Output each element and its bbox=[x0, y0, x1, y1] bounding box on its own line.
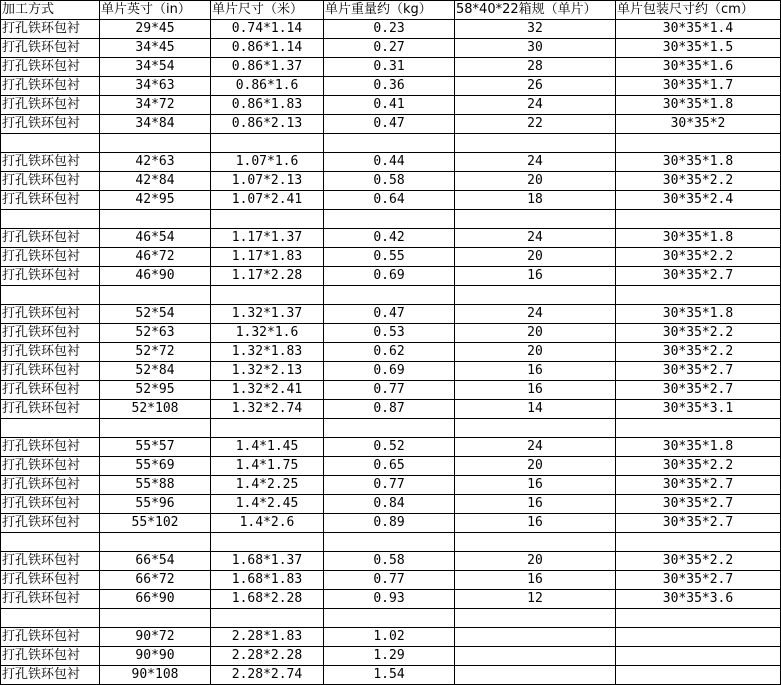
table-row bbox=[1, 153, 781, 172]
cell-package[interactable]: 30*35*2.7 bbox=[616, 381, 781, 400]
cell-weight[interactable]: 0.65 bbox=[324, 457, 455, 476]
cell-size-in[interactable]: 52*63 bbox=[100, 324, 211, 343]
cell-process[interactable] bbox=[1, 286, 100, 305]
cell-carton[interactable]: 20 bbox=[455, 552, 616, 571]
cell-package[interactable]: 30*35*2.7 bbox=[616, 476, 781, 495]
cell-process[interactable]: 打孔铁环包衬 bbox=[1, 590, 100, 609]
cell-weight[interactable] bbox=[324, 134, 455, 153]
table-row bbox=[1, 362, 781, 381]
table-row bbox=[1, 400, 781, 419]
cell-weight[interactable]: 0.77 bbox=[324, 571, 455, 590]
cell-process[interactable]: 打孔铁环包衬 bbox=[1, 438, 100, 457]
cell-size-in[interactable]: 66*72 bbox=[100, 571, 211, 590]
cell-size-in[interactable]: 66*54 bbox=[100, 552, 211, 571]
cell-package[interactable]: 30*35*2.7 bbox=[616, 362, 781, 381]
cell-weight[interactable]: 0.47 bbox=[324, 305, 455, 324]
cell-size-m[interactable]: 1.17*1.83 bbox=[211, 248, 324, 267]
cell-size-m[interactable] bbox=[211, 419, 324, 438]
cell-process[interactable]: 打孔铁环包衬 bbox=[1, 267, 100, 286]
cell-process[interactable]: 打孔铁环包衬 bbox=[1, 647, 100, 666]
cell-process[interactable]: 打孔铁环包衬 bbox=[1, 305, 100, 324]
cell-size-m[interactable] bbox=[211, 210, 324, 229]
cell-package[interactable] bbox=[616, 647, 781, 666]
cell-weight[interactable]: 0.41 bbox=[324, 96, 455, 115]
cell-package[interactable] bbox=[616, 286, 781, 305]
table-row bbox=[1, 77, 781, 96]
cell-weight[interactable]: 0.23 bbox=[324, 20, 455, 39]
table-row bbox=[1, 438, 781, 457]
header-cell-carton[interactable]: 58*40*22箱规（单片） bbox=[455, 1, 616, 20]
cell-size-m[interactable]: 2.28*2.28 bbox=[211, 647, 324, 666]
spacer-row bbox=[1, 533, 781, 552]
cell-size-in[interactable]: 55*88 bbox=[100, 476, 211, 495]
cell-carton[interactable] bbox=[455, 533, 616, 552]
cell-process[interactable]: 打孔铁环包衬 bbox=[1, 39, 100, 58]
cell-size-m[interactable]: 0.86*2.13 bbox=[211, 115, 324, 134]
cell-size-in[interactable]: 42*84 bbox=[100, 172, 211, 191]
cell-carton[interactable] bbox=[455, 666, 616, 685]
cell-package[interactable]: 30*35*1.6 bbox=[616, 58, 781, 77]
cell-carton[interactable]: 20 bbox=[455, 343, 616, 362]
cell-package[interactable]: 30*35*1.5 bbox=[616, 39, 781, 58]
cell-carton[interactable]: 16 bbox=[455, 495, 616, 514]
table-row bbox=[1, 172, 781, 191]
cell-carton[interactable]: 28 bbox=[455, 58, 616, 77]
cell-process[interactable]: 打孔铁环包衬 bbox=[1, 381, 100, 400]
cell-size-m[interactable]: 1.4*1.45 bbox=[211, 438, 324, 457]
cell-size-m[interactable]: 2.28*1.83 bbox=[211, 628, 324, 647]
cell-package[interactable] bbox=[616, 628, 781, 647]
cell-weight[interactable]: 0.77 bbox=[324, 381, 455, 400]
cell-size-in[interactable]: 55*57 bbox=[100, 438, 211, 457]
cell-carton[interactable]: 16 bbox=[455, 267, 616, 286]
cell-package[interactable]: 30*35*2.2 bbox=[616, 343, 781, 362]
cell-process[interactable]: 打孔铁环包衬 bbox=[1, 96, 100, 115]
cell-size-in[interactable]: 46*54 bbox=[100, 229, 211, 248]
cell-package[interactable]: 30*35*1.8 bbox=[616, 96, 781, 115]
cell-package[interactable] bbox=[616, 210, 781, 229]
cell-size-in[interactable]: 52*95 bbox=[100, 381, 211, 400]
table-row bbox=[1, 248, 781, 267]
cell-size-in[interactable]: 66*90 bbox=[100, 590, 211, 609]
cell-weight[interactable]: 0.47 bbox=[324, 115, 455, 134]
cell-weight[interactable]: 0.36 bbox=[324, 77, 455, 96]
cell-package[interactable] bbox=[616, 609, 781, 628]
cell-process[interactable]: 打孔铁环包衬 bbox=[1, 324, 100, 343]
cell-weight[interactable]: 0.69 bbox=[324, 362, 455, 381]
cell-size-in[interactable]: 55*69 bbox=[100, 457, 211, 476]
cell-size-m[interactable]: 1.4*2.45 bbox=[211, 495, 324, 514]
table-row bbox=[1, 229, 781, 248]
cell-size-in[interactable]: 34*45 bbox=[100, 39, 211, 58]
cell-size-in[interactable]: 90*90 bbox=[100, 647, 211, 666]
cell-weight[interactable]: 0.77 bbox=[324, 476, 455, 495]
cell-weight[interactable]: 0.89 bbox=[324, 514, 455, 533]
cell-carton[interactable]: 22 bbox=[455, 115, 616, 134]
cell-size-m[interactable]: 1.68*1.37 bbox=[211, 552, 324, 571]
cell-size-m[interactable]: 1.32*1.83 bbox=[211, 343, 324, 362]
cell-size-m[interactable]: 1.17*2.28 bbox=[211, 267, 324, 286]
cell-weight[interactable]: 0.52 bbox=[324, 438, 455, 457]
cell-size-m[interactable] bbox=[211, 609, 324, 628]
cell-size-in[interactable]: 42*95 bbox=[100, 191, 211, 210]
header-cell-process[interactable]: 加工方式 bbox=[1, 1, 100, 20]
cell-size-in[interactable] bbox=[100, 210, 211, 229]
cell-carton[interactable]: 24 bbox=[455, 153, 616, 172]
header-cell-package[interactable]: 单片包装尺寸约（cm） bbox=[616, 1, 781, 20]
cell-carton[interactable]: 16 bbox=[455, 381, 616, 400]
table-row bbox=[1, 115, 781, 134]
cell-size-in[interactable]: 90*72 bbox=[100, 628, 211, 647]
cell-package[interactable]: 30*35*3.1 bbox=[616, 400, 781, 419]
cell-package[interactable]: 30*35*2.7 bbox=[616, 495, 781, 514]
cell-carton[interactable] bbox=[455, 647, 616, 666]
cell-weight[interactable]: 0.27 bbox=[324, 39, 455, 58]
cell-process[interactable]: 打孔铁环包衬 bbox=[1, 191, 100, 210]
cell-size-in[interactable]: 55*102 bbox=[100, 514, 211, 533]
cell-weight[interactable] bbox=[324, 533, 455, 552]
cell-size-m[interactable]: 1.32*1.37 bbox=[211, 305, 324, 324]
cell-process[interactable]: 打孔铁环包衬 bbox=[1, 571, 100, 590]
cell-size-in[interactable] bbox=[100, 533, 211, 552]
cell-carton[interactable] bbox=[455, 628, 616, 647]
cell-carton[interactable] bbox=[455, 609, 616, 628]
cell-size-m[interactable]: 0.86*1.6 bbox=[211, 77, 324, 96]
cell-package[interactable]: 30*35*2.7 bbox=[616, 571, 781, 590]
table-row bbox=[1, 476, 781, 495]
cell-weight[interactable]: 1.02 bbox=[324, 628, 455, 647]
cell-size-in[interactable]: 90*108 bbox=[100, 666, 211, 685]
cell-process[interactable] bbox=[1, 609, 100, 628]
cell-package[interactable]: 30*35*2.2 bbox=[616, 552, 781, 571]
cell-package[interactable]: 30*35*2.4 bbox=[616, 191, 781, 210]
cell-weight[interactable]: 0.62 bbox=[324, 343, 455, 362]
cell-size-m[interactable]: 1.32*2.41 bbox=[211, 381, 324, 400]
cell-process[interactable]: 打孔铁环包衬 bbox=[1, 514, 100, 533]
table-row bbox=[1, 191, 781, 210]
cell-size-in[interactable]: 34*63 bbox=[100, 77, 211, 96]
cell-size-m[interactable]: 1.4*2.6 bbox=[211, 514, 324, 533]
cell-size-m[interactable] bbox=[211, 286, 324, 305]
cell-weight[interactable]: 0.87 bbox=[324, 400, 455, 419]
cell-carton[interactable]: 20 bbox=[455, 324, 616, 343]
cell-size-in[interactable] bbox=[100, 134, 211, 153]
cell-process[interactable]: 打孔铁环包衬 bbox=[1, 115, 100, 134]
spacer-row bbox=[1, 210, 781, 229]
cell-size-in[interactable]: 52*72 bbox=[100, 343, 211, 362]
cell-weight[interactable]: 0.64 bbox=[324, 191, 455, 210]
cell-weight[interactable]: 0.44 bbox=[324, 153, 455, 172]
cell-size-in[interactable]: 52*54 bbox=[100, 305, 211, 324]
cell-process[interactable]: 打孔铁环包衬 bbox=[1, 362, 100, 381]
table-row bbox=[1, 666, 781, 685]
header-row bbox=[1, 1, 781, 20]
table-row bbox=[1, 552, 781, 571]
cell-package[interactable]: 30*35*2.2 bbox=[616, 457, 781, 476]
cell-process[interactable]: 打孔铁环包衬 bbox=[1, 495, 100, 514]
cell-carton[interactable]: 24 bbox=[455, 229, 616, 248]
cell-carton[interactable]: 14 bbox=[455, 400, 616, 419]
table-row bbox=[1, 96, 781, 115]
header-cell-size-in[interactable]: 单片英寸（in） bbox=[100, 1, 211, 20]
cell-carton[interactable]: 16 bbox=[455, 362, 616, 381]
table-row bbox=[1, 39, 781, 58]
cell-process[interactable]: 打孔铁环包衬 bbox=[1, 476, 100, 495]
table-row bbox=[1, 324, 781, 343]
cell-process[interactable]: 打孔铁环包衬 bbox=[1, 58, 100, 77]
cell-size-in[interactable] bbox=[100, 419, 211, 438]
cell-process[interactable]: 打孔铁环包衬 bbox=[1, 666, 100, 685]
cell-weight[interactable]: 0.93 bbox=[324, 590, 455, 609]
cell-package[interactable]: 30*35*1.4 bbox=[616, 20, 781, 39]
cell-package[interactable]: 30*35*2 bbox=[616, 115, 781, 134]
cell-weight[interactable]: 0.58 bbox=[324, 552, 455, 571]
cell-weight[interactable] bbox=[324, 609, 455, 628]
cell-size-m[interactable]: 1.68*2.28 bbox=[211, 590, 324, 609]
cell-weight[interactable]: 0.84 bbox=[324, 495, 455, 514]
cell-process[interactable] bbox=[1, 210, 100, 229]
cell-carton[interactable]: 16 bbox=[455, 476, 616, 495]
cell-size-m[interactable]: 1.07*2.13 bbox=[211, 172, 324, 191]
cell-carton[interactable]: 24 bbox=[455, 96, 616, 115]
table-row bbox=[1, 58, 781, 77]
table-row bbox=[1, 628, 781, 647]
cell-size-in[interactable]: 29*45 bbox=[100, 20, 211, 39]
cell-size-m[interactable]: 1.68*1.83 bbox=[211, 571, 324, 590]
cell-carton[interactable]: 16 bbox=[455, 571, 616, 590]
cell-carton[interactable]: 26 bbox=[455, 77, 616, 96]
cell-package[interactable]: 30*35*2.2 bbox=[616, 324, 781, 343]
cell-size-in[interactable] bbox=[100, 286, 211, 305]
cell-package[interactable]: 30*35*3.6 bbox=[616, 590, 781, 609]
cell-process[interactable]: 打孔铁环包衬 bbox=[1, 457, 100, 476]
cell-size-m[interactable]: 1.07*2.41 bbox=[211, 191, 324, 210]
cell-carton[interactable]: 24 bbox=[455, 438, 616, 457]
cell-package[interactable]: 30*35*2.2 bbox=[616, 248, 781, 267]
cell-size-in[interactable]: 34*84 bbox=[100, 115, 211, 134]
cell-process[interactable]: 打孔铁环包衬 bbox=[1, 153, 100, 172]
cell-size-m[interactable]: 0.86*1.37 bbox=[211, 58, 324, 77]
table-row bbox=[1, 305, 781, 324]
cell-carton[interactable]: 18 bbox=[455, 191, 616, 210]
cell-process[interactable]: 打孔铁环包衬 bbox=[1, 248, 100, 267]
cell-size-m[interactable]: 2.28*2.74 bbox=[211, 666, 324, 685]
cell-package[interactable]: 30*35*1.8 bbox=[616, 153, 781, 172]
cell-size-in[interactable]: 46*90 bbox=[100, 267, 211, 286]
cell-weight[interactable] bbox=[324, 419, 455, 438]
cell-process[interactable]: 打孔铁环包衬 bbox=[1, 400, 100, 419]
cell-process[interactable]: 打孔铁环包衬 bbox=[1, 20, 100, 39]
table-row bbox=[1, 381, 781, 400]
cell-package[interactable]: 30*35*1.8 bbox=[616, 229, 781, 248]
cell-package[interactable]: 30*35*1.7 bbox=[616, 77, 781, 96]
spacer-row bbox=[1, 134, 781, 153]
cell-size-m[interactable]: 0.74*1.14 bbox=[211, 20, 324, 39]
cell-package[interactable]: 30*35*2.7 bbox=[616, 267, 781, 286]
cell-size-m[interactable]: 1.07*1.6 bbox=[211, 153, 324, 172]
cell-carton[interactable]: 16 bbox=[455, 514, 616, 533]
cell-process[interactable]: 打孔铁环包衬 bbox=[1, 552, 100, 571]
table-row bbox=[1, 495, 781, 514]
table-row bbox=[1, 267, 781, 286]
cell-carton[interactable] bbox=[455, 134, 616, 153]
cell-size-in[interactable]: 55*96 bbox=[100, 495, 211, 514]
cell-process[interactable]: 打孔铁环包衬 bbox=[1, 172, 100, 191]
cell-carton[interactable]: 24 bbox=[455, 305, 616, 324]
table-row bbox=[1, 647, 781, 666]
cell-carton[interactable]: 20 bbox=[455, 457, 616, 476]
cell-process[interactable]: 打孔铁环包衬 bbox=[1, 229, 100, 248]
cell-process[interactable] bbox=[1, 419, 100, 438]
cell-process[interactable]: 打孔铁环包衬 bbox=[1, 77, 100, 96]
table-row bbox=[1, 20, 781, 39]
cell-weight[interactable]: 0.31 bbox=[324, 58, 455, 77]
spacer-row bbox=[1, 286, 781, 305]
table-row bbox=[1, 343, 781, 362]
cell-package[interactable] bbox=[616, 666, 781, 685]
header-cell-weight[interactable]: 单片重量约（kg） bbox=[324, 1, 455, 20]
cell-package[interactable] bbox=[616, 533, 781, 552]
cell-package[interactable] bbox=[616, 134, 781, 153]
table-row bbox=[1, 571, 781, 590]
cell-carton[interactable]: 30 bbox=[455, 39, 616, 58]
table-row bbox=[1, 514, 781, 533]
cell-process[interactable]: 打孔铁环包衬 bbox=[1, 628, 100, 647]
cell-weight[interactable]: 0.69 bbox=[324, 267, 455, 286]
cell-size-in[interactable]: 42*63 bbox=[100, 153, 211, 172]
cell-carton[interactable]: 20 bbox=[455, 172, 616, 191]
spec-table-body bbox=[1, 1, 781, 685]
cell-weight[interactable]: 0.55 bbox=[324, 248, 455, 267]
cell-carton[interactable] bbox=[455, 419, 616, 438]
cell-carton[interactable] bbox=[455, 286, 616, 305]
cell-carton[interactable]: 32 bbox=[455, 20, 616, 39]
cell-package[interactable]: 30*35*2.7 bbox=[616, 514, 781, 533]
cell-package[interactable]: 30*35*1.8 bbox=[616, 438, 781, 457]
cell-size-m[interactable]: 1.4*1.75 bbox=[211, 457, 324, 476]
cell-process[interactable]: 打孔铁环包衬 bbox=[1, 343, 100, 362]
header-cell-size-m[interactable]: 单片尺寸（米） bbox=[211, 1, 324, 20]
cell-size-m[interactable]: 1.4*2.25 bbox=[211, 476, 324, 495]
cell-weight[interactable] bbox=[324, 210, 455, 229]
cell-size-in[interactable]: 52*84 bbox=[100, 362, 211, 381]
cell-size-in[interactable]: 34*72 bbox=[100, 96, 211, 115]
table-row bbox=[1, 457, 781, 476]
spacer-row bbox=[1, 419, 781, 438]
cell-carton[interactable] bbox=[455, 210, 616, 229]
cell-size-m[interactable]: 1.32*1.6 bbox=[211, 324, 324, 343]
cell-size-m[interactable]: 1.32*2.74 bbox=[211, 400, 324, 419]
cell-size-in[interactable] bbox=[100, 609, 211, 628]
cell-package[interactable]: 30*35*1.8 bbox=[616, 305, 781, 324]
cell-carton[interactable]: 12 bbox=[455, 590, 616, 609]
cell-package[interactable]: 30*35*2.2 bbox=[616, 172, 781, 191]
cell-size-m[interactable]: 0.86*1.14 bbox=[211, 39, 324, 58]
cell-process[interactable] bbox=[1, 134, 100, 153]
cell-size-in[interactable]: 34*54 bbox=[100, 58, 211, 77]
cell-process[interactable] bbox=[1, 533, 100, 552]
cell-weight[interactable] bbox=[324, 286, 455, 305]
cell-weight[interactable]: 0.58 bbox=[324, 172, 455, 191]
cell-package[interactable] bbox=[616, 419, 781, 438]
cell-size-m[interactable]: 0.86*1.83 bbox=[211, 96, 324, 115]
cell-weight[interactable]: 0.42 bbox=[324, 229, 455, 248]
cell-size-m[interactable]: 1.32*2.13 bbox=[211, 362, 324, 381]
cell-weight[interactable]: 1.29 bbox=[324, 647, 455, 666]
table-row bbox=[1, 590, 781, 609]
cell-weight[interactable]: 1.54 bbox=[324, 666, 455, 685]
cell-size-m[interactable] bbox=[211, 533, 324, 552]
cell-size-in[interactable]: 52*108 bbox=[100, 400, 211, 419]
cell-carton[interactable]: 20 bbox=[455, 248, 616, 267]
cell-size-m[interactable]: 1.17*1.37 bbox=[211, 229, 324, 248]
spacer-row bbox=[1, 609, 781, 628]
cell-size-m[interactable] bbox=[211, 134, 324, 153]
cell-size-in[interactable]: 46*72 bbox=[100, 248, 211, 267]
cell-weight[interactable]: 0.53 bbox=[324, 324, 455, 343]
